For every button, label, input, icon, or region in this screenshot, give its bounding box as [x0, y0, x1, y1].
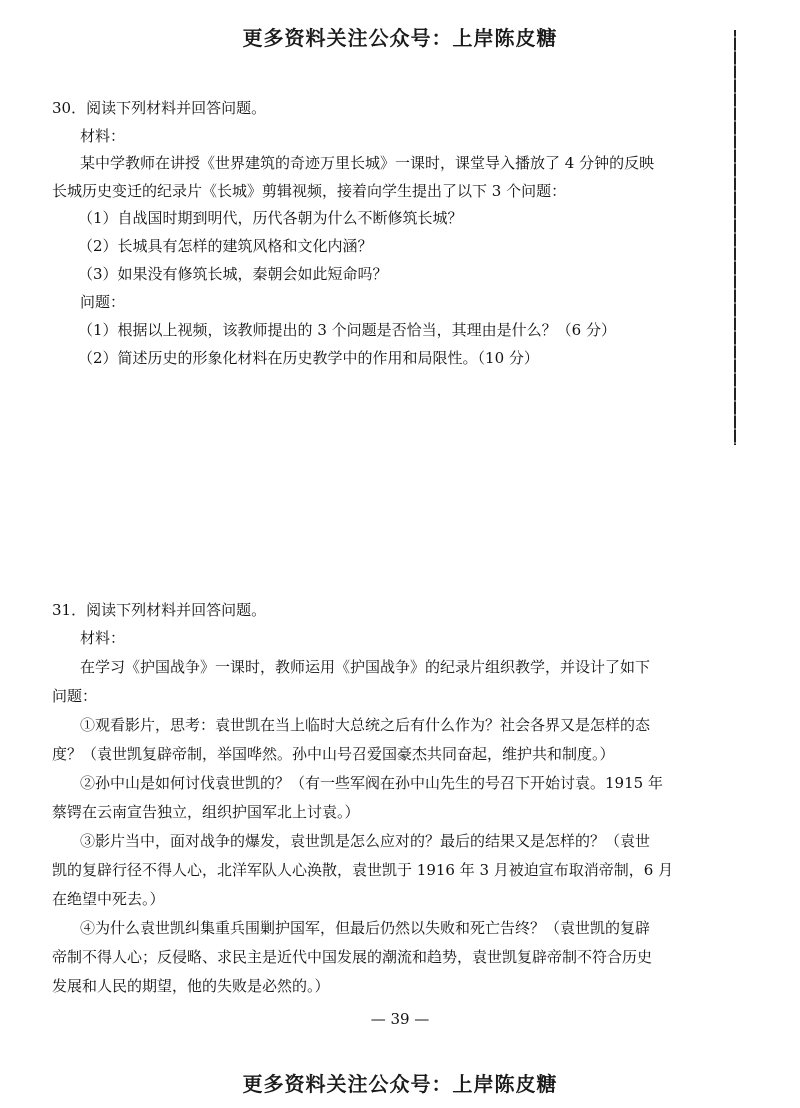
q31-line: ③影片当中，面对战争的爆发，袁世凯是怎么应对的？最后的结果又是怎样的？（袁世: [80, 832, 651, 850]
page-number: — 39 —: [370, 1010, 430, 1028]
q31-line: ④为什么袁世凯纠集重兵围剿护国军，但最后仍然以失败和死亡告终？（袁世凯的复辟: [80, 919, 651, 937]
q31-line: ①观看影片，思考：袁世凯在当上临时大总统之后有什么作为？社会各界又是怎样的态: [80, 716, 651, 734]
q30-sub-question: （1）自战国时期到明代，历代各朝为什么不断修筑长城？: [78, 209, 463, 227]
q30-title: 30．阅读下列材料并回答问题。: [52, 99, 267, 117]
q31-line: 在学习《护国战争》一课时，教师运用《护国战争》的纪录片组织教学，并设计了如下: [80, 658, 651, 676]
q30-material-line: 某中学教师在讲授《世界建筑的奇迹万里长城》一课时，课堂导入播放了 4 分钟的反映: [80, 154, 655, 172]
q31-line: ②孙中山是如何讨伐袁世凯的？（有一些军阀在孙中山先生的号召下开始讨袁。1915 年: [80, 774, 663, 792]
header-banner: 更多资料关注公众号：上岸陈皮糖: [242, 26, 558, 50]
q31-line: 帝制不得人心；反侵略、求民主是近代中国发展的潮流和趋势，袁世凯复辟帝制不符合历史: [52, 948, 653, 966]
q30-question: （2）简述历史的形象化材料在历史教学中的作用和局限性。（10 分）: [78, 349, 539, 367]
q31-line: 凯的复辟行径不得人心，北洋军队人心涣散，袁世凯于 1916 年 3 月被迫宣布取消帝制，6 月: [52, 861, 674, 879]
q30-question-label: 问题：: [80, 293, 126, 311]
q31-line: 度？（袁世凯复辟帝制，举国哗然。孙中山号召爱国豪杰共同奋起，维护共和制度。）: [52, 745, 615, 763]
q31-line: 在绝望中死去。）: [52, 890, 165, 908]
q31-title: 31．阅读下列材料并回答问题。: [52, 601, 267, 619]
q30-material-label: 材料：: [80, 127, 126, 145]
q31-line: 问题：: [52, 687, 98, 705]
q30-material-line: 长城历史变迁的纪录片《长城》剪辑视频，接着向学生提出了以下 3 个问题：: [52, 182, 567, 200]
q31-line: 发展和人民的期望，他的失败是必然的。）: [52, 977, 330, 995]
footer-banner: 更多资料关注公众号：上岸陈皮糖: [242, 1072, 558, 1096]
scan-edge-line: [734, 30, 736, 445]
q30-question: （1）根据以上视频，该教师提出的 3 个问题是否恰当，其理由是什么？（6 分）: [78, 321, 616, 339]
q31-material-label: 材料：: [80, 629, 126, 647]
q31-line: 蔡锷在云南宣告独立，组织护国军北上讨袁。）: [52, 803, 360, 821]
q30-sub-question: （3）如果没有修筑长城，秦朝会如此短命吗？: [78, 265, 388, 283]
q30-sub-question: （2）长城具有怎样的建筑风格和文化内涵？: [78, 237, 373, 255]
